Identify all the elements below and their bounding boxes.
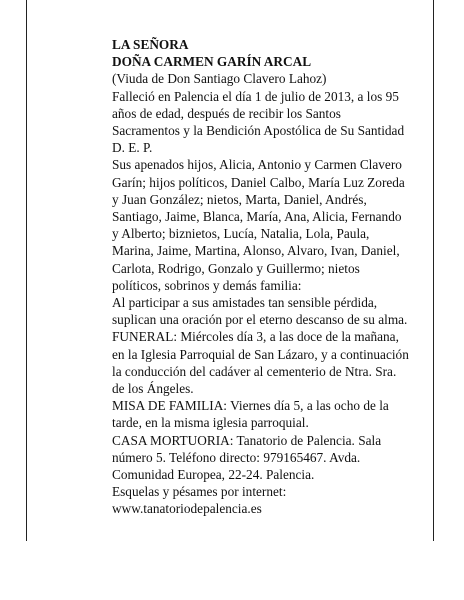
funeral-home-details: CASA MORTUORIA: Tanatorio de Palencia. Sala número 5. Teléfono directo: 979165467. Avda. Comunidad Europea, 22-24. Palencia. (112, 432, 382, 483)
death-announcement: Falleció en Palencia el día 1 de julio de 2013, a los 95 años de edad, después de recibir los Santos Sacramentos y la Bendición Apostólica de Su Santidad D. E. P. (112, 88, 405, 156)
funeral-details: FUNERAL: Miércoles día 3, a las doce de la mañana, en la Iglesia Parroquial de San Lázaro, y a continuación la conducción del cadáver al cementerio de Ntra. Sra. de los Ángeles. (112, 329, 409, 397)
title-line-2: DOÑA CARMEN GARÍN ARCAL (112, 54, 312, 70)
prayer-request: Al participar a sus amistades tan sensible pérdida, suplican una oración por el eterno descanso de su alma. (112, 295, 408, 328)
online-condolences: Esquelas y pésames por internet: www.tanatoriodepalencia.es (112, 484, 287, 517)
title-line-1: LA SEÑORA (112, 37, 189, 52)
left-border-line (26, 0, 27, 541)
family-list: Sus apenados hijos, Alicia, Antonio y Carmen Clavero Garín; hijos políticos, Daniel Calbo, María Luz Zoreda y Juan González; nietos, Marta, Daniel, Andrés, Santiago, Jaime, Blanca, María, Ana, Alicia, Fernando y Alberto; biznietos, Lucía, Natalia, Lola, Paula, Marina, Jaime, Martina, Alonso, Alvaro, Ivan, Daniel, Carlota, Rodrigo, Gonzalo y Guillermo; nietos políticos, sobrinos y demás familia: (112, 157, 405, 293)
widow-note: (Viuda de Don Santiago Clavero Lahoz) (112, 71, 327, 87)
obituary-notice (112, 36, 424, 518)
family-mass-details: MISA DE FAMILIA: Viernes día 5, a las ocho de la tarde, en la misma iglesia parroquial. (112, 398, 389, 431)
right-border-line (433, 0, 434, 541)
